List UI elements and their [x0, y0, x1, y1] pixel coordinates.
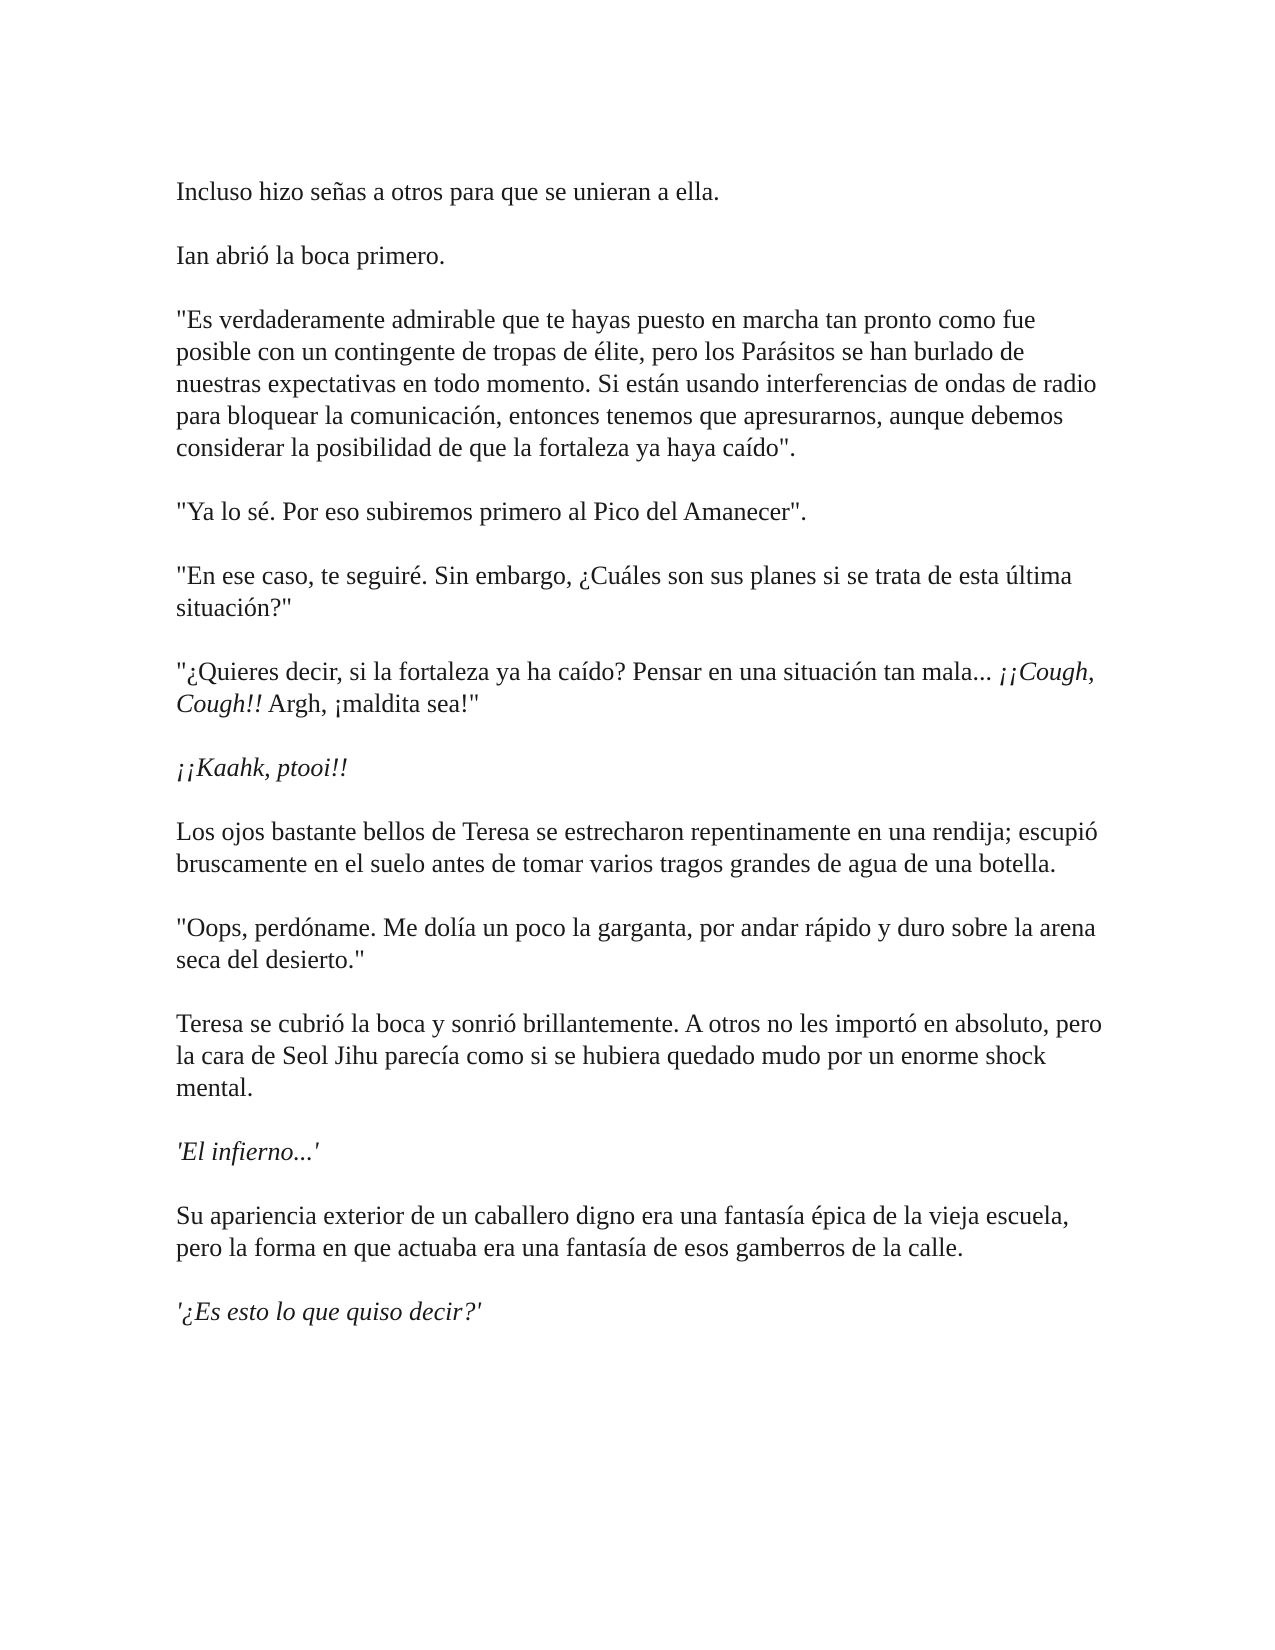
paragraph-6-end: Argh, ¡maldita sea!": [262, 689, 480, 718]
paragraph-9: "Oops, perdóname. Me dolía un poco la garganta, por andar rápido y duro sobre la arena seca del desierto.": [176, 913, 1096, 974]
paragraph-13: '¿Es esto lo que quiso decir?': [176, 1297, 482, 1326]
paragraph-8: Los ojos bastante bellos de Teresa se estrecharon repentinamente en una rendija; escupió bruscamente en el suelo antes de tomar varios tragos grandes de agua de una botella.: [176, 817, 1098, 878]
paragraph-4: "Ya lo sé. Por eso subiremos primero al Pico del Amanecer".: [176, 497, 807, 526]
paragraph-1: Incluso hizo señas a otros para que se unieran a ella.: [176, 177, 720, 206]
paragraph-6-italic: ¡¡Cough, Cough!!: [176, 657, 1095, 718]
paragraph-7: ¡¡Kaahk, ptooi!!: [176, 753, 348, 782]
paragraph-3: "Es verdaderamente admirable que te hayas puesto en marcha tan pronto como fue posible con un contingente de tropas de élite, pero los Parásitos se han burlado de nuestras expectativas en todo momento. Si están usando interferencias de ondas de radio para bloquear la comunicación, entonces tenemos que apresurarnos, aunque debemos considerar la posibilidad de que la fortaleza ya haya caído".: [176, 305, 1097, 462]
paragraph-12: Su apariencia exterior de un caballero digno era una fantasía épica de la vieja escuela, pero la forma en que actuaba era una fantasía de esos gamberros de la calle.: [176, 1201, 1069, 1262]
paragraph-10: Teresa se cubrió la boca y sonrió brillantemente. A otros no les importó en absoluto, pero la cara de Seol Jihu parecía como si se hubiera quedado mudo por un enorme shock mental.: [176, 1009, 1103, 1102]
paragraph-5: "En ese caso, te seguiré. Sin embargo, ¿Cuáles son sus planes si se trata de esta última situación?": [176, 561, 1073, 622]
paragraph-6: [176, 656, 1106, 720]
body-text: [176, 176, 1106, 1360]
paragraph-6-start: "¿Quieres decir, si la fortaleza ya ha caído? Pensar en una situación tan mala...: [176, 657, 999, 686]
paragraph-2: Ian abrió la boca primero.: [176, 241, 446, 270]
paragraph-11: 'El infierno...': [176, 1137, 319, 1166]
